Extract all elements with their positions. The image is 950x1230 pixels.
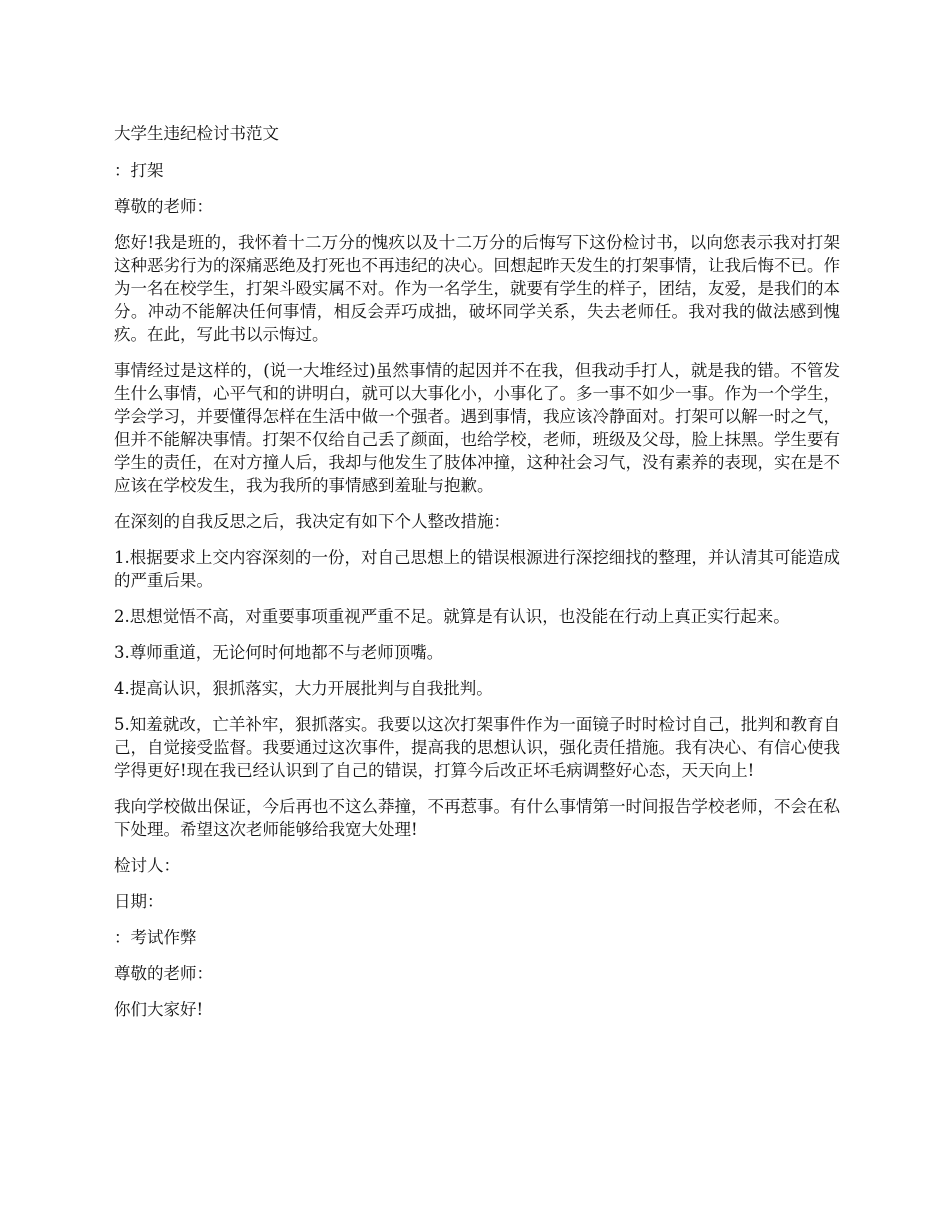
document-page (114, 122, 840, 1034)
salutation: 尊敬的老师： (114, 964, 213, 983)
list-item: 5.知羞就改，亡羊补牢，狠抓落实。我要以这次打架事件作为一面镜子时时检讨自己，批判和教育自己，自觉接受监督。我要通过这次事件，提高我的思想认识，强化责任措施。我有决心、有信心使我学得更好!现在我已经认识到了自己的错误，打算今后改正坏毛病调整好心态，天天向上! (114, 715, 840, 780)
salutation: 尊敬的老师： (114, 197, 213, 216)
list-item: 1.根据要求上交内容深刻的一份，对自己思想上的错误根源进行深挖细找的整理，并认清其可能造成的严重后果。 (114, 548, 840, 590)
document-title: 大学生违纪检讨书范文 (114, 124, 279, 143)
section-heading-fighting: ：打架 (114, 161, 164, 180)
body-paragraph: 我向学校做出保证，今后再也不这么莽撞，不再惹事。有什么事情第一时间报告学校老师，不会在私下处理。希望这次老师能够给我宽大处理! (114, 797, 840, 839)
date-label: 日期： (114, 892, 164, 911)
signature-label: 检讨人： (114, 856, 180, 875)
body-paragraph: 事情经过是这样的，(说一大堆经过)虽然事情的起因并不在我，但我动手打人，就是我的错。不管发生什么事情，心平气和的讲明白，就可以大事化小，小事化了。多一事不如少一事。作为一个学生，学会学习，并要懂得怎样在生活中做一个强者。遇到事情，我应该冷静面对。打架可以解一时之气，但并不能解决事情。打架不仅给自己丢了颜面，也给学校，老师，班级及父母，脸上抹黑。学生要有学生的责任，在对方撞人后，我却与他发生了肢体冲撞，这种社会习气，没有素养的表现，实在是不应该在学校发生，我为我所的事情感到羞耻与抱歉。 (114, 361, 840, 495)
list-item: 2.思想觉悟不高，对重要事项重视严重不足。就算是有认识，也没能在行动上真正实行起来。 (114, 607, 790, 626)
list-item: 3.尊师重道，无论何时何地都不与老师顶嘴。 (114, 643, 444, 662)
body-paragraph: 在深刻的自我反思之后，我决定有如下个人整改措施： (114, 512, 510, 531)
greeting: 你们大家好! (114, 1000, 204, 1019)
list-item: 4.提高认识，狠抓落实，大力开展批判与自我批判。 (114, 679, 493, 698)
body-paragraph: 您好!我是班的，我怀着十二万分的愧疚以及十二万分的后悔写下这份检讨书，以向您表示我对打架这种恶劣行为的深痛恶绝及打死也不再违纪的决心。回想起昨天发生的打架事情，让我后悔不已。作为一名在校学生，打架斗殴实属不对。作为一名学生，就要有学生的样子，团结，友爱，是我们的本分。冲动不能解决任何事情，相反会弄巧成拙，破坏同学关系，失去老师任。我对我的做法感到愧疚。在此，写此书以示悔过。 (114, 233, 840, 344)
section-heading-cheating: ：考试作弊 (114, 928, 197, 947)
